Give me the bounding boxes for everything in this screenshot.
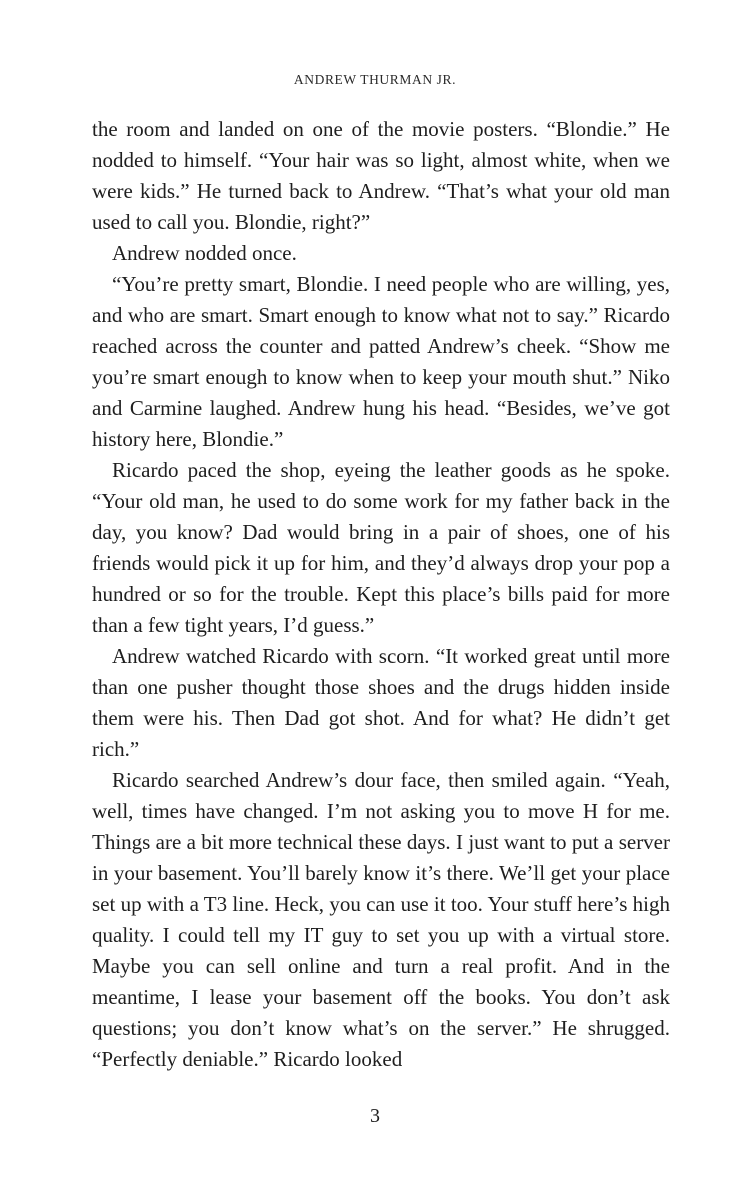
paragraph: Ricardo searched Andrew’s dour face, then smiled again. “Yeah, well, times have changed. I’m not asking you to move H for me. Things are a bit more technical these days. I just want to put a server in your basement. You’ll barely know it’s there. We’ll get your place set up with a T3 line. Heck, you can use it too. Your stuff here’s high quality. I could tell my IT guy to set you up with a virtual store. Maybe you can sell online and turn a real profit. And in the meantime, I lease your basement off the books. You don’t ask questions; you don’t know what’s on the server.” He shrugged. “Perfectly deniable.” Ricardo looked (92, 768, 670, 1071)
paragraph: “You’re pretty smart, Blondie. I need people who are willing, yes, and who are smart. Smart enough to know what not to say.” Ricardo reached across the counter and patted Andrew’s cheek. “Show me you’re smart enough to know when to keep your mouth shut.” Niko and Carmine laughed. Andrew hung his head. “Besides, we’ve got history here, Blondie.” (92, 272, 670, 451)
paragraph: Andrew nodded once. (112, 241, 297, 265)
paragraph: the room and landed on one of the movie posters. “Blondie.” He nodded to himself. “Your hair was so light, almost white, when we were kids.” He turned back to Andrew. “That’s what your old man used to call you. Blondie, right?” (92, 117, 670, 234)
body-text (92, 114, 670, 1075)
page-number: 3 (370, 1105, 380, 1127)
paragraph: Ricardo paced the shop, eyeing the leather goods as he spoke. “Your old man, he used to do some work for my father back in the day, you know? Dad would bring in a pair of shoes, one of his friends would pick it up for him, and they’d always drop your pop a hundred or so for the trouble. Kept this place’s bills paid for more than a few tight years, I’d guess.” (92, 458, 670, 637)
running-head: ANDREW THURMAN JR. (293, 72, 457, 87)
paragraph: Andrew watched Ricardo with scorn. “It worked great until more than one pusher thought those shoes and the drugs hidden inside them were his. Then Dad got shot. And for what? He didn’t get rich.” (92, 644, 670, 761)
